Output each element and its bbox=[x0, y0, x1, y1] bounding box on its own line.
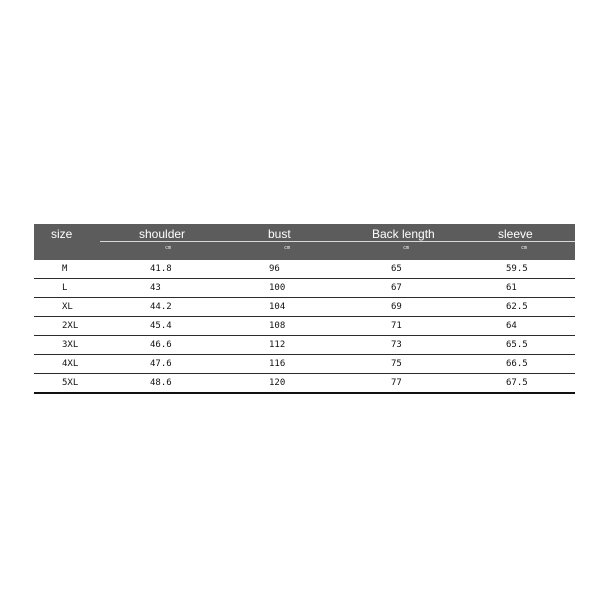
cell-bust: 116 bbox=[269, 359, 286, 369]
cell-bust: 104 bbox=[269, 302, 286, 312]
cell-size: XL bbox=[62, 302, 73, 312]
cell-back-length: 73 bbox=[391, 340, 402, 350]
table-row bbox=[34, 317, 575, 336]
cell-shoulder: 46.6 bbox=[150, 340, 172, 350]
cell-bust: 96 bbox=[269, 264, 280, 274]
cell-shoulder: 41.8 bbox=[150, 264, 172, 274]
cell-shoulder: 44.2 bbox=[150, 302, 172, 312]
table-row bbox=[34, 298, 575, 317]
cell-bust: 100 bbox=[269, 283, 286, 293]
cell-bust: 108 bbox=[269, 321, 286, 331]
cell-sleeve: 59.5 bbox=[506, 264, 528, 274]
header-divider bbox=[100, 241, 575, 242]
cell-back-length: 75 bbox=[391, 359, 402, 369]
unit-sleeve: cm bbox=[521, 245, 528, 251]
cell-sleeve: 65.5 bbox=[506, 340, 528, 350]
cell-size: M bbox=[62, 264, 68, 274]
header-shoulder: shoulder bbox=[139, 227, 186, 241]
table-row bbox=[34, 374, 575, 394]
cell-back-length: 69 bbox=[391, 302, 402, 312]
cell-shoulder: 48.6 bbox=[150, 378, 172, 388]
cell-size: 2XL bbox=[62, 321, 79, 331]
cell-shoulder: 43 bbox=[150, 283, 161, 293]
size-chart-table bbox=[34, 224, 575, 394]
cell-back-length: 71 bbox=[391, 321, 402, 331]
unit-shoulder: cm bbox=[165, 245, 172, 251]
cell-back-length: 65 bbox=[391, 264, 402, 274]
header-size: size bbox=[51, 227, 73, 241]
cell-size: L bbox=[62, 283, 68, 293]
header-back-length: Back length bbox=[372, 227, 435, 241]
cell-size: 3XL bbox=[62, 340, 79, 350]
cell-sleeve: 67.5 bbox=[506, 378, 528, 388]
cell-sleeve: 66.5 bbox=[506, 359, 528, 369]
cell-shoulder: 47.6 bbox=[150, 359, 172, 369]
header-bust: bust bbox=[268, 227, 291, 241]
header-sleeve: sleeve bbox=[498, 227, 533, 241]
cell-back-length: 77 bbox=[391, 378, 402, 388]
table-row bbox=[34, 279, 575, 298]
cell-size: 5XL bbox=[62, 378, 79, 388]
table-header bbox=[34, 224, 575, 260]
unit-back-length: cm bbox=[403, 245, 410, 251]
cell-size: 4XL bbox=[62, 359, 79, 369]
cell-sleeve: 62.5 bbox=[506, 302, 528, 312]
cell-shoulder: 45.4 bbox=[150, 321, 172, 331]
table-row bbox=[34, 355, 575, 374]
table-row bbox=[34, 260, 575, 279]
cell-back-length: 67 bbox=[391, 283, 402, 293]
table-row bbox=[34, 336, 575, 355]
cell-sleeve: 64 bbox=[506, 321, 517, 331]
cell-sleeve: 61 bbox=[506, 283, 517, 293]
cell-bust: 112 bbox=[269, 340, 286, 350]
cell-bust: 120 bbox=[269, 378, 286, 388]
unit-bust: cm bbox=[284, 245, 291, 251]
